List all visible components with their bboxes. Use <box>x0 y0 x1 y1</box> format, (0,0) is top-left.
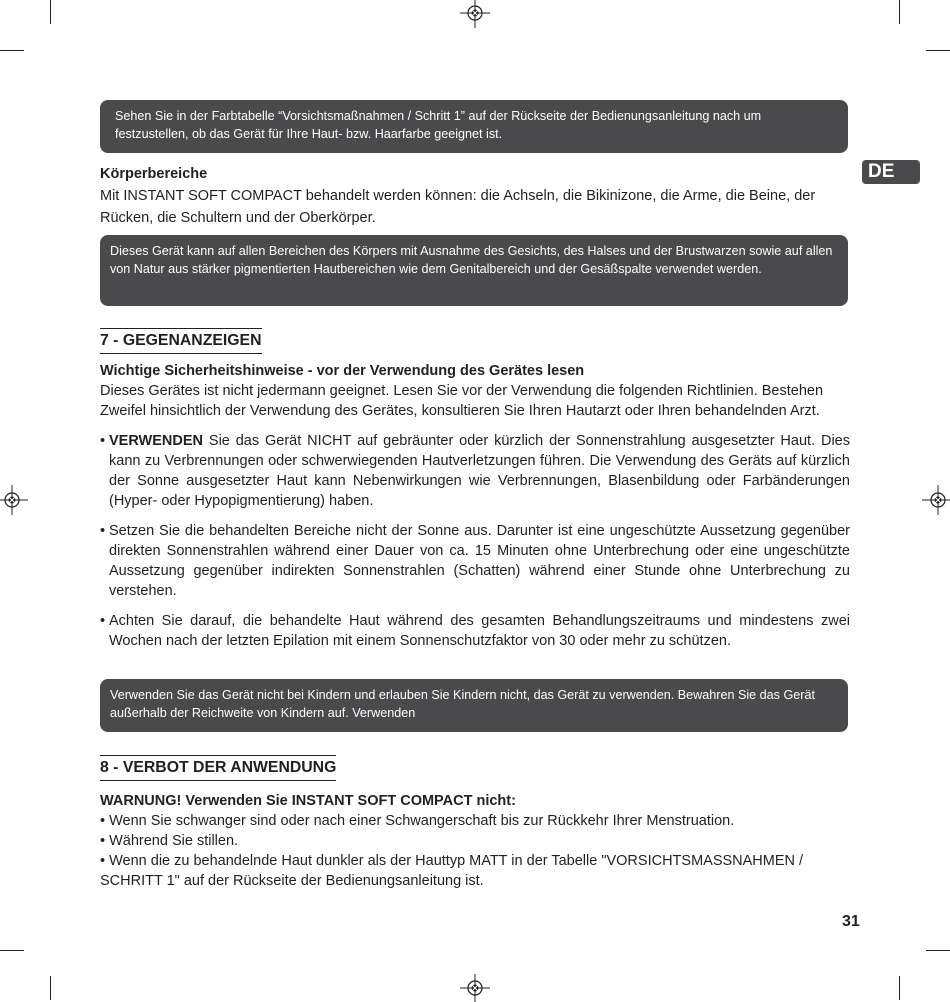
registration-mark-icon <box>460 0 490 30</box>
crop-mark <box>0 950 24 951</box>
bullet-text: Sie das Gerät NICHT auf gebräunter oder kürzlich der Sonnenstrahlung ausgesetzter Haut. Dies kann zu Verbrennungen oder schwerwiegenden Hautverletzungen führen. Die Verwendung des Geräts auf kürzlich der Sonne ausgesetzter Haut kann Nebenwirkungen wie Verbrennungen, Blasenbildung oder Farbänderungen (Hyper- oder Hypopigmentierung) haben. <box>109 433 850 509</box>
page-number: 31 <box>842 913 860 930</box>
registration-mark-icon <box>0 485 30 515</box>
bullet-text: Achten Sie darauf, die behandelte Haut während des gesamten Behandlungszeitraums und mindestens zwei Wochen nach der letzten Epilation mit einem Sonnenschutzfaktor von 30 oder mehr zu schützen. <box>109 613 850 649</box>
section-8-line: • Wenn die zu behandelnde Haut dunkler als der Hauttyp MATT in der Tabelle "VORSICHTSMASSNAHMEN / SCHRITT 1" auf der Rückseite der Bedienungsanleitung ist. <box>100 853 804 889</box>
section-7-subtitle: Wichtige Sicherheitshinweise - vor der Verwendung des Gerätes lesen <box>100 363 585 379</box>
crop-mark <box>899 976 900 1000</box>
section-7-heading: 7 - GEGENANZEIGEN <box>100 328 262 354</box>
body-areas-section <box>100 164 850 229</box>
body-areas-text: Mit INSTANT SOFT COMPACT behandelt werden können: die Achseln, die Bikinizone, die Arme, die Beine, der Rücken, die Schultern und der Oberkörper. <box>100 188 816 226</box>
crop-mark <box>926 50 950 51</box>
section-7-body <box>100 361 850 661</box>
section-8-heading: 8 - VERBOT DER ANWENDUNG <box>100 755 336 781</box>
section-8-line: • Wenn Sie schwanger sind oder nach einer Schwangerschaft bis zur Rückkehr Ihrer Menstruation. <box>100 813 735 829</box>
crop-mark <box>926 950 950 951</box>
registration-mark-icon <box>460 972 490 1002</box>
info-box-text: Dieses Gerät kann auf allen Bereichen des Körpers mit Ausnahme des Gesichts, des Halses und der Brustwarzen sowie auf allen von Natur aus stärker pigmentierten Hautbereichen wie dem Genitalbereich und der Gesäßspalte verwendet werden. <box>110 244 833 276</box>
section-7-intro: Dieses Gerätes ist nicht jedermann geeignet. Lesen Sie vor der Verwendung die folgenden Richtlinien. Bestehen Zweifel hinsichtlich der Verwendung des Gerätes, konsultieren Sie Ihren Hautarzt oder Ihren behandelnden Arzt. <box>100 383 824 419</box>
info-box-excluded-areas <box>100 235 848 306</box>
bullet-item <box>100 521 850 601</box>
crop-mark <box>50 976 51 1000</box>
bullet-item <box>100 611 850 651</box>
bullet-text: Setzen Sie die behandelten Bereiche nicht der Sonne aus. Darunter ist eine ungeschützte Aussetzung gegenüber direkten Sonnenstrahlen während einer Dauer von ca. 15 Minuten ohne Unterbrechung oder eine ungeschützte Aussetzung gegenüber indirekten Sonnenstrahlen (Schatten) während einer Stunde ohne Unterbrechung zu verstehen. <box>109 523 850 599</box>
section-8-warning: WARNUNG! Verwenden Sie INSTANT SOFT COMPACT nicht: <box>100 793 516 809</box>
section-8-body <box>100 791 850 891</box>
info-box-text: Sehen Sie in der Farbtabelle “Vorsichtsmaßnahmen / Schritt 1” auf der Rückseite der Bedienungsanleitung nach um festzustellen, ob das Gerät für Ihre Haut- bzw. Haarfarbe geeignet ist. <box>115 109 762 141</box>
bullet-item <box>100 431 850 511</box>
body-areas-title: Körperbereiche <box>100 166 208 182</box>
info-box-text: Verwenden Sie das Gerät nicht bei Kindern und erlauben Sie Kindern nicht, das Gerät zu verwenden. Bewahren Sie das Gerät außerhalb der Reichweite von Kindern auf. Verwenden <box>110 688 815 720</box>
language-tab: DE <box>862 160 920 184</box>
crop-mark <box>50 0 51 24</box>
section-8-line: • Während Sie stillen. <box>100 833 239 849</box>
crop-mark <box>899 0 900 24</box>
crop-mark <box>0 50 24 51</box>
registration-mark-icon <box>920 485 950 515</box>
bullet-bold-lead: VERWENDEN <box>109 433 203 449</box>
info-box-skin-color <box>100 100 848 153</box>
info-box-children-warning <box>100 679 848 732</box>
